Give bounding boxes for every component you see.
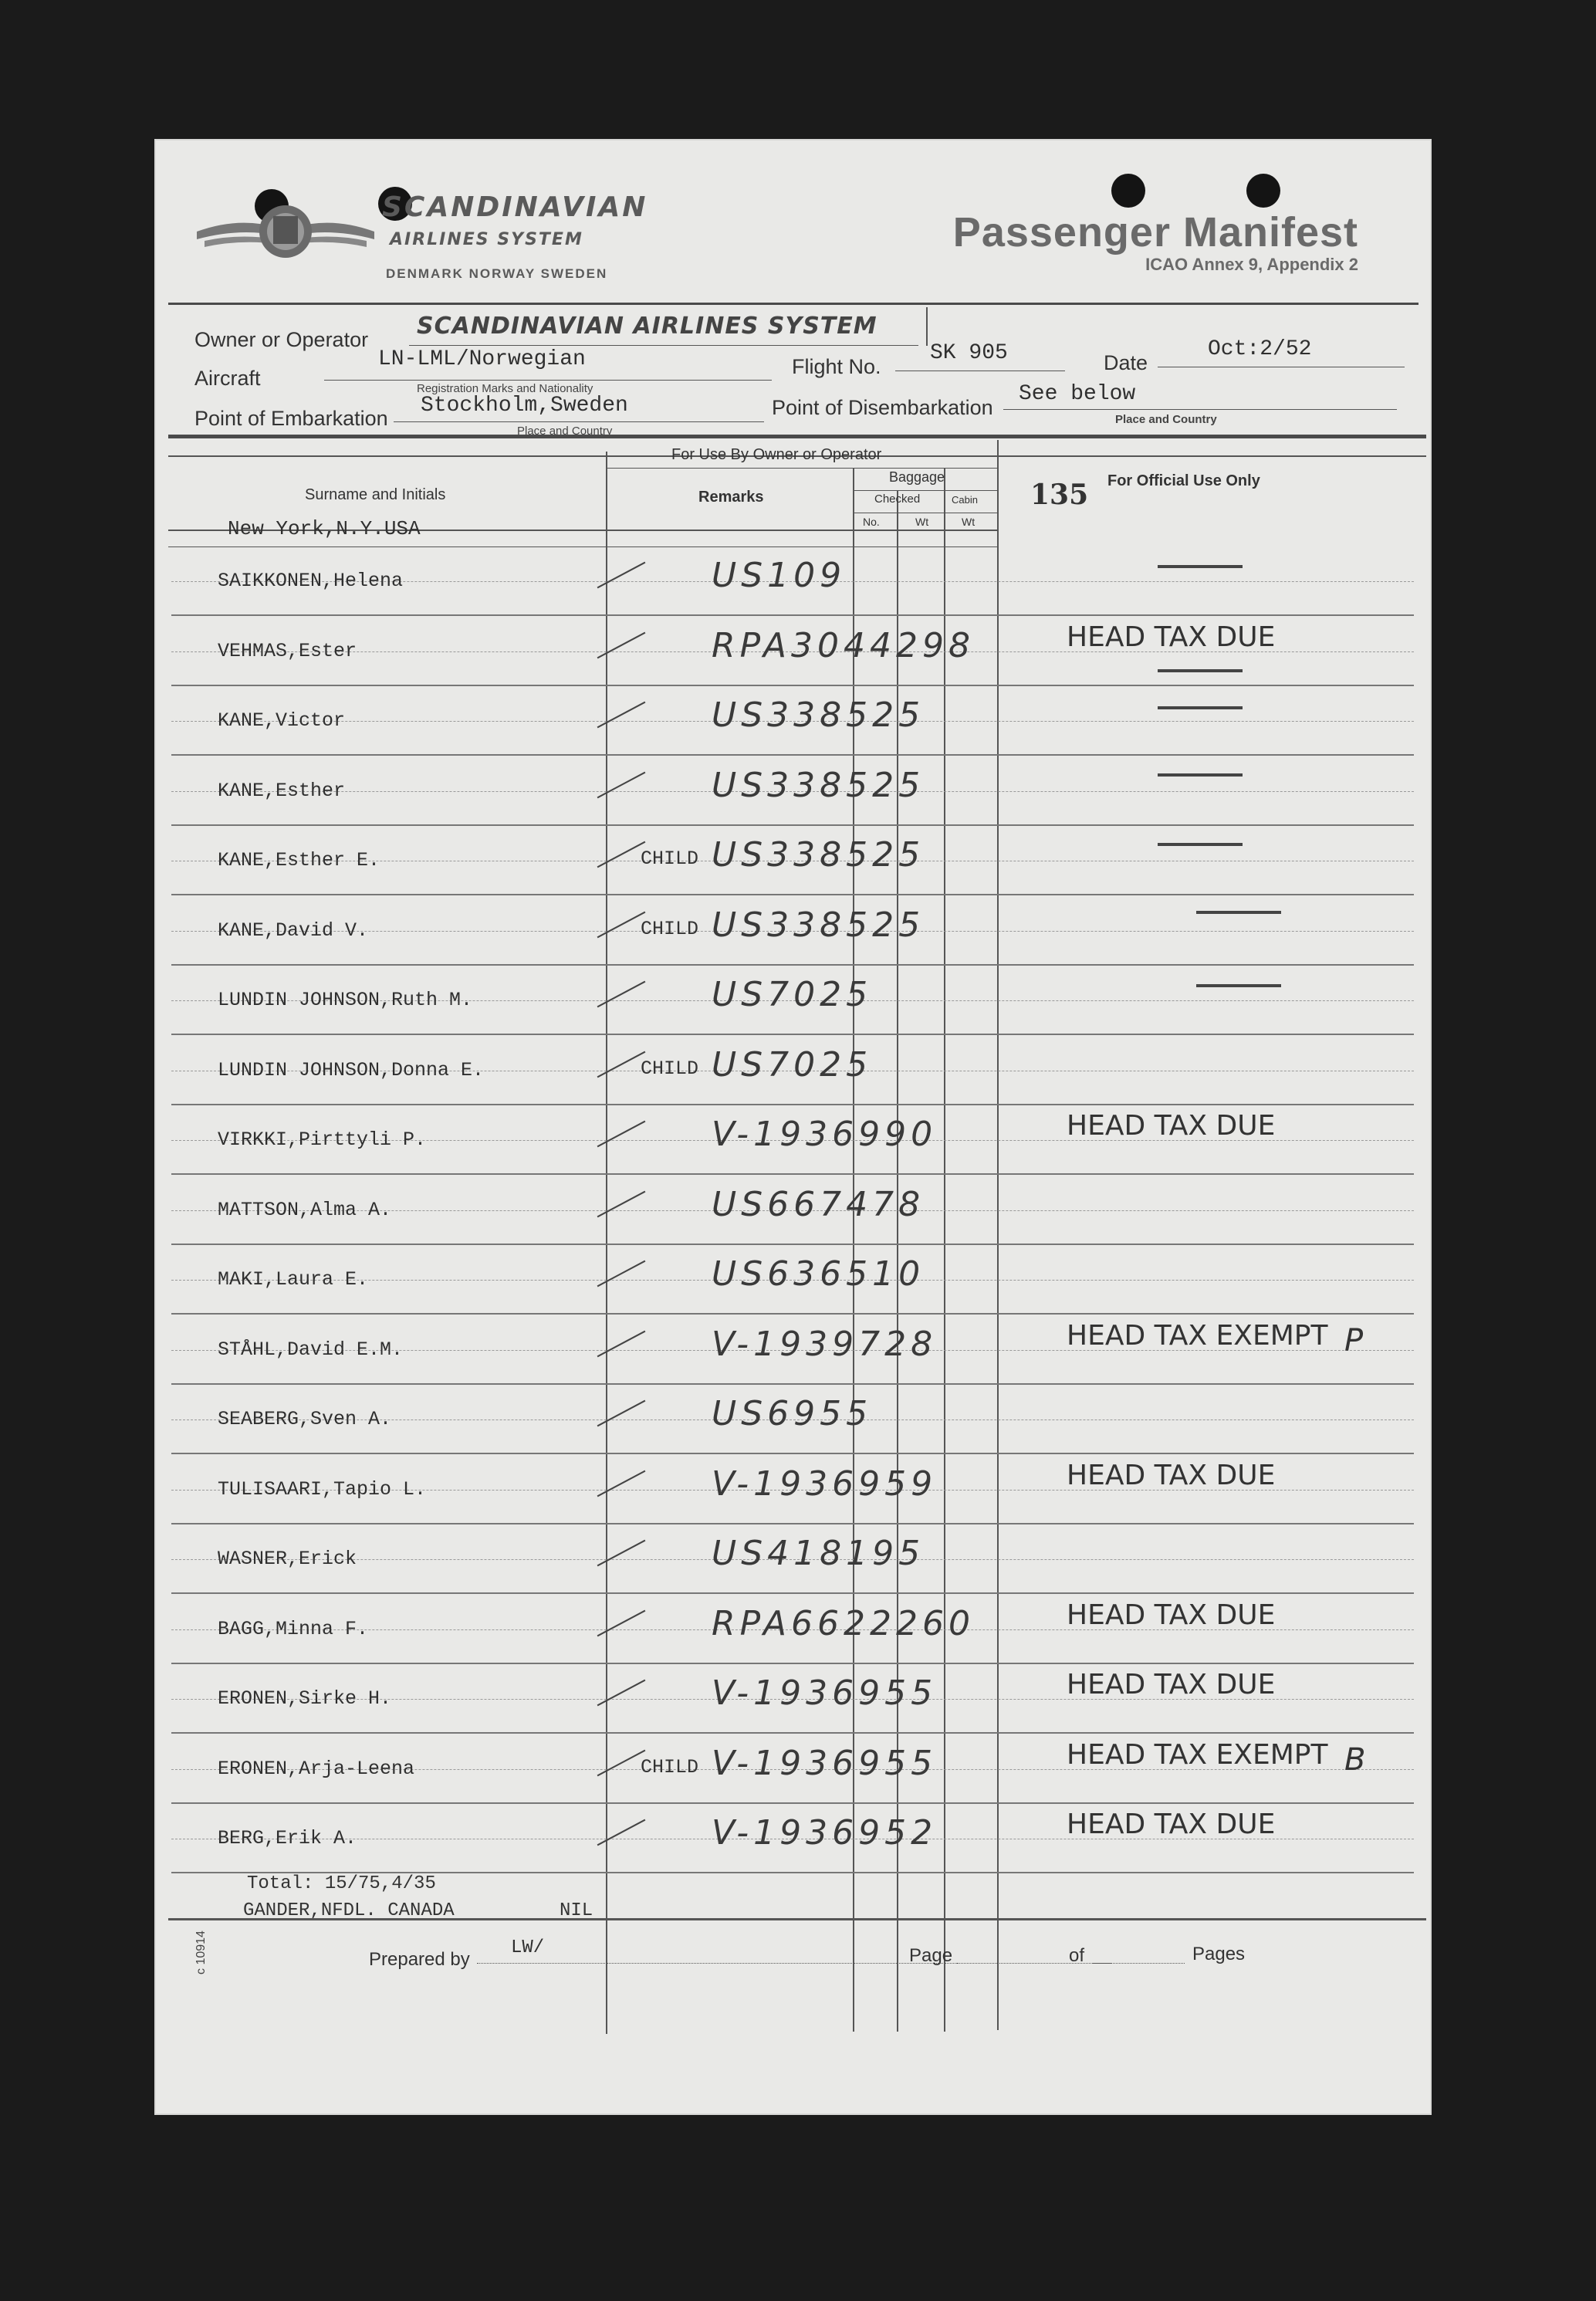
dash-mark <box>1196 984 1281 987</box>
date-value: Oct:2/52 <box>1208 337 1312 361</box>
underline <box>1092 1963 1185 1964</box>
table-row <box>171 1595 1414 1664</box>
column-header-group: For Use By Owner or Operator <box>671 446 882 463</box>
destination-value: New York,N.Y.USA <box>228 517 421 540</box>
check-tick <box>597 1260 646 1288</box>
divider <box>926 307 928 346</box>
table-row <box>171 966 1414 1035</box>
airline-logo-icon <box>193 185 378 270</box>
owner-value: SCANDINAVIAN AIRLINES SYSTEM <box>417 313 877 340</box>
underline <box>957 1963 1111 1964</box>
document-number: V-1936952 <box>712 1813 938 1853</box>
check-tick <box>597 1609 646 1636</box>
check-tick <box>597 1121 646 1148</box>
check-tick <box>597 1190 646 1217</box>
document-number: US338525 <box>712 835 925 875</box>
disembarkation-value: See below <box>1019 382 1136 406</box>
dash-mark <box>1158 843 1243 846</box>
official-remark: HEAD TAX DUE <box>1067 621 1276 653</box>
embarkation-value: Stockholm,Sweden <box>421 394 628 418</box>
check-tick <box>597 562 646 589</box>
nil-value: NIL <box>560 1900 593 1921</box>
divider <box>853 490 998 491</box>
official-remark: HEAD TAX DUE <box>1067 1669 1276 1700</box>
passenger-name: MAKI,Laura E. <box>218 1268 369 1291</box>
document-number: V-1936959 <box>712 1464 938 1504</box>
table-row <box>171 826 1414 895</box>
document-number: V-1936955 <box>712 1743 938 1783</box>
child-marker: CHILD <box>641 917 699 940</box>
check-tick <box>597 631 646 658</box>
column-header-no: No. <box>863 516 880 528</box>
document-number: US418195 <box>712 1534 925 1573</box>
column-header-checked: Checked <box>874 492 921 506</box>
prepared-value: LW/ <box>511 1937 545 1958</box>
table-row <box>171 1455 1414 1524</box>
passenger-name: LUNDIN JOHNSON,Ruth M. <box>218 989 473 1011</box>
underline <box>324 380 772 381</box>
document-number: US338525 <box>712 695 925 735</box>
table-row <box>171 546 1414 616</box>
check-tick <box>597 1680 646 1707</box>
passenger-name: LUNDIN JOHNSON,Donna E. <box>218 1058 485 1081</box>
document-number: US667478 <box>712 1184 925 1224</box>
official-remark: HEAD TAX EXEMPT <box>1067 1738 1328 1771</box>
check-tick <box>597 1819 646 1846</box>
column-header-weight: Wt <box>915 516 929 528</box>
disembarkation-caption: Place and Country <box>1115 413 1217 426</box>
passenger-name: VEHMAS,Ester <box>218 639 357 662</box>
form-code: c 10914 <box>194 1930 208 1974</box>
check-tick <box>597 981 646 1008</box>
table-row <box>171 1036 1414 1105</box>
check-tick <box>597 1540 646 1567</box>
document-number: RPA6622260 <box>712 1603 975 1643</box>
dash-mark <box>1158 773 1243 777</box>
flight-value: SK 905 <box>930 341 1008 365</box>
owner-label: Owner or Operator <box>194 328 369 351</box>
table-row <box>171 1524 1414 1594</box>
table-row <box>171 686 1414 756</box>
official-remark: HEAD TAX EXEMPT <box>1067 1319 1328 1352</box>
dash-mark <box>1158 706 1243 709</box>
passenger-name: STÅHL,David E.M. <box>218 1338 404 1361</box>
of-label: of <box>1069 1945 1085 1966</box>
check-tick <box>597 1470 646 1497</box>
passenger-name: KANE,David V. <box>218 919 369 942</box>
table-row <box>171 896 1414 966</box>
official-mark: B <box>1344 1741 1366 1778</box>
document-number: US7025 <box>712 1044 873 1085</box>
column-header-name: Surname and Initials <box>305 486 446 503</box>
divider <box>168 1918 1426 1920</box>
dash-mark <box>1158 669 1243 672</box>
check-tick <box>597 702 646 729</box>
document-number: US109 <box>712 556 847 595</box>
child-marker: CHILD <box>641 848 699 870</box>
gander-value: GANDER,NFDL. CANADA <box>243 1900 455 1921</box>
page-label: Page <box>909 1945 953 1966</box>
divider <box>168 303 1418 305</box>
passenger-name: KANE,Esther <box>218 779 346 802</box>
official-remark: HEAD TAX DUE <box>1067 1599 1276 1631</box>
table-row <box>171 1734 1414 1804</box>
child-marker: CHILD <box>641 1057 699 1080</box>
page-count: 135 <box>1030 479 1089 511</box>
punch-hole <box>1246 174 1280 208</box>
table-row <box>171 617 1414 686</box>
passenger-name: ERONEN,Sirke H. <box>218 1687 392 1710</box>
check-tick <box>597 1051 646 1078</box>
table-row <box>171 1385 1414 1454</box>
brand-subname: AIRLINES SYSTEM <box>390 230 583 249</box>
document-number: US7025 <box>712 975 873 1014</box>
document-number: US636510 <box>712 1254 925 1294</box>
table-row <box>171 1105 1414 1175</box>
column-header-baggage: Baggage <box>889 469 945 485</box>
prepared-label: Prepared by <box>369 1949 470 1970</box>
pages-label: Pages <box>1192 1944 1246 1964</box>
child-marker: CHILD <box>641 1755 699 1778</box>
embarkation-label: Point of Embarkation <box>194 407 388 430</box>
check-tick <box>597 1330 646 1357</box>
passenger-name: BERG,Erik A. <box>218 1827 357 1849</box>
document-number: US338525 <box>712 905 925 945</box>
date-label: Date <box>1104 351 1148 374</box>
dash-mark <box>1196 911 1281 914</box>
column-header-cabin-weight: Wt <box>962 516 976 528</box>
document-number: V-1936955 <box>712 1673 938 1713</box>
official-remark: HEAD TAX DUE <box>1067 1459 1276 1491</box>
official-mark: P <box>1344 1322 1364 1359</box>
document-number: V-1939728 <box>712 1324 938 1364</box>
brand-countries: DENMARK NORWAY SWEDEN <box>386 266 608 281</box>
passenger-name: SEABERG,Sven A. <box>218 1408 392 1430</box>
passenger-name: MATTSON,Alma A. <box>218 1198 392 1221</box>
document-number: US338525 <box>712 765 925 805</box>
table-row <box>171 1804 1414 1873</box>
column-header-remarks: Remarks <box>698 489 764 506</box>
aircraft-value: LN-LML/Norwegian <box>378 347 586 371</box>
divider <box>606 468 998 469</box>
table-row <box>171 1315 1414 1385</box>
check-tick <box>597 771 646 798</box>
table-row <box>171 1176 1414 1245</box>
table-row <box>171 756 1414 826</box>
column-header-official: For Official Use Only <box>1107 472 1260 489</box>
check-tick <box>597 911 646 938</box>
dash-mark <box>1158 565 1243 568</box>
passenger-name: BAGG,Minna F. <box>218 1617 369 1640</box>
flight-label: Flight No. <box>792 355 881 378</box>
underline <box>1003 409 1397 410</box>
table-row <box>171 1245 1414 1315</box>
official-remark: HEAD TAX DUE <box>1067 1809 1276 1840</box>
manifest-sheet <box>154 139 1432 2115</box>
passenger-name: WASNER,Erick <box>218 1548 357 1570</box>
underline <box>409 345 918 346</box>
brand-name: SCANDINAVIAN <box>382 191 648 223</box>
aircraft-caption: Registration Marks and Nationality <box>417 382 593 395</box>
aircraft-label: Aircraft <box>194 367 261 390</box>
punch-hole <box>1111 174 1145 208</box>
embarkation-caption: Place and Country <box>517 425 613 438</box>
divider <box>168 435 1426 438</box>
disembarkation-label: Point of Disembarkation <box>772 396 993 419</box>
document-number: US6955 <box>712 1394 873 1433</box>
official-remark: HEAD TAX DUE <box>1067 1110 1276 1142</box>
document-number: V-1936990 <box>712 1115 938 1154</box>
check-tick <box>597 841 646 868</box>
passenger-name: SAIKKONEN,Helena <box>218 570 404 592</box>
page-title: Passenger Manifest <box>952 209 1358 255</box>
total-value: Total: 15/75,4/35 <box>247 1873 436 1894</box>
passenger-name: TULISAARI,Tapio L. <box>218 1477 427 1501</box>
underline <box>394 421 764 422</box>
passenger-name: KANE,Esther E. <box>218 849 380 871</box>
passenger-name: KANE,Victor <box>218 709 346 732</box>
column-header-cabin: Cabin <box>952 494 978 506</box>
check-tick <box>597 1400 646 1427</box>
table-row <box>171 1664 1414 1734</box>
check-tick <box>597 1749 646 1776</box>
passenger-name: ERONEN,Arja-Leena <box>218 1757 415 1780</box>
document-number: RPA3044298 <box>712 625 975 665</box>
page-subtitle: ICAO Annex 9, Appendix 2 <box>1145 255 1358 274</box>
passenger-name: VIRKKI,Pirttyli P. <box>218 1129 427 1151</box>
